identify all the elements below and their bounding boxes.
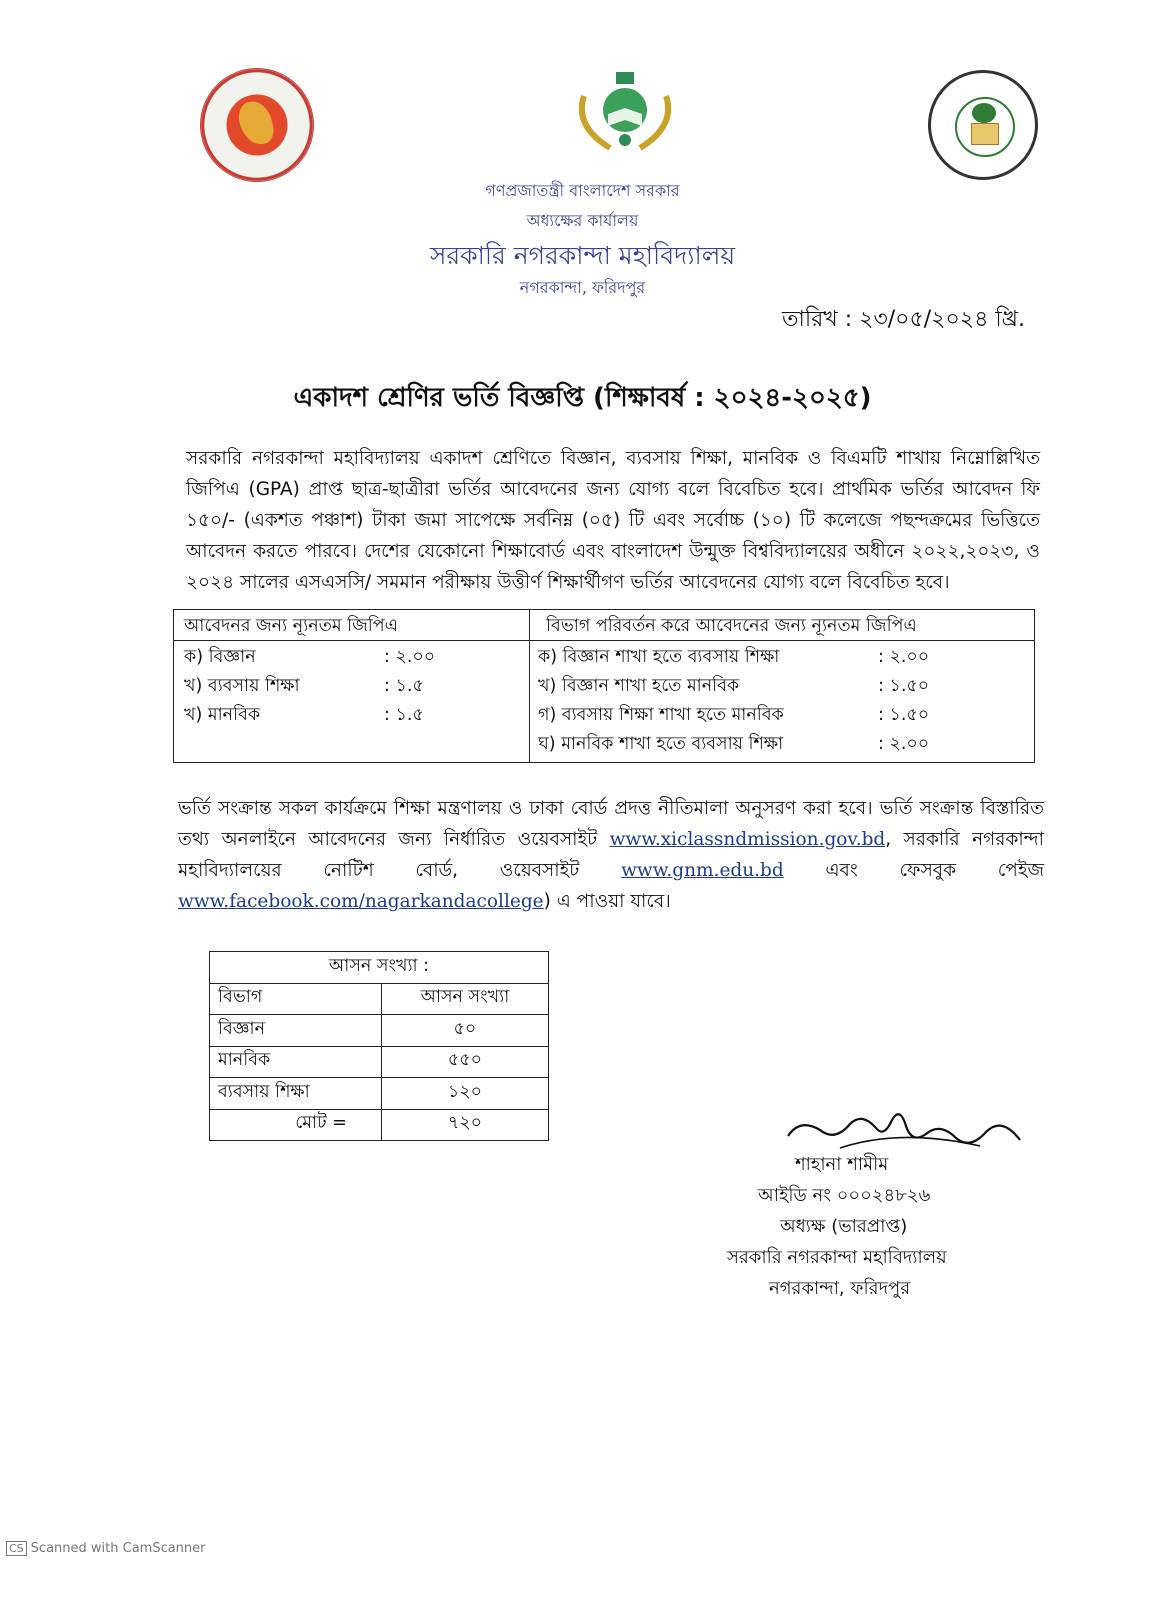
info-paragraph (178, 793, 1044, 917)
signatory-institution: সরকারি নগরকান্দা মহাবিদ্যালয় (727, 1247, 947, 1268)
scanner-watermark (6, 1541, 206, 1556)
table-row (210, 952, 549, 984)
book-icon (971, 123, 999, 145)
gpa-left-header: আবেদনর জন্য ন্যূনতম জিপিএ (184, 616, 398, 636)
scanner-text: Scanned with CamScanner (30, 1541, 206, 1556)
gpa-right-row-value: : ১.৫০ (878, 705, 930, 725)
total-label: মোট = (210, 1109, 382, 1141)
signatory-location: নগরকান্দা, ফরিদপুর (769, 1278, 911, 1299)
seats-cell: ৫০ (381, 1015, 548, 1047)
government-seal-logo (200, 68, 314, 182)
gpa-left-row-label: খ) ব্যবসায় শিক্ষা (184, 676, 300, 696)
college-emblem-logo (570, 66, 680, 158)
gpa-right-row-value: : ১.৫০ (878, 676, 930, 696)
signatory-id: আইডি নং ০০০২৪৮২৬ (758, 1185, 931, 1206)
gpa-right-row-label: ঘ) মানবিক শাখা হতে ব্যবসায় শিক্ষা (538, 734, 784, 754)
column-header-department: বিভাগ (210, 983, 382, 1015)
gpa-left-row-value: : ১.৫ (384, 705, 424, 725)
gpa-requirement-table (173, 609, 1035, 763)
department-cell: মানবিক (210, 1046, 382, 1078)
gpa-left-row-value: : ২.০০ (384, 647, 436, 667)
info-text: এবং ফেসবুক পেইজ (783, 860, 1045, 881)
gpa-right-row-value: : ২.০০ (878, 647, 930, 667)
notice-title: একাদশ শ্রেণির ভর্তি বিজ্ঞপ্তি (শিক্ষাবর্ষ : ২০২৪-২০২৫) (293, 383, 872, 413)
department-cell: ব্যবসায় শিক্ষা (210, 1078, 382, 1110)
seats-cell: ৫৫০ (381, 1046, 548, 1078)
total-value: ৭২০ (381, 1109, 548, 1141)
gpa-right-row-label: খ) বিজ্ঞান শাখা হতে মানবিক (538, 676, 740, 696)
department-cell: বিজ্ঞান (210, 1015, 382, 1047)
camscanner-icon: CS (6, 1541, 27, 1556)
table-row (210, 1015, 549, 1047)
gpa-right-row-label: গ) ব্যবসায় শিক্ষা শাখা হতে মানবিক (538, 705, 784, 725)
table-row (210, 1109, 549, 1141)
office-title: অধ্যক্ষের কার্যালয় (526, 211, 639, 230)
info-text: ) এ পাওয়া যাবে। (543, 891, 671, 912)
notice-date: তারিখ : ২৩/০৫/২০২৪ খ্রি. (782, 307, 1025, 332)
column-header-seats: আসন সংখ্যা (381, 983, 548, 1015)
education-board-seal-logo (928, 70, 1038, 180)
college-name: সরকারি নগরকান্দা মহাবিদ্যালয় (429, 241, 736, 270)
gpa-right-row-value: : ২.০০ (878, 734, 930, 754)
college-website-link[interactable]: www.gnm.edu.bd (621, 860, 784, 881)
gpa-left-row-label: খ) মানবিক (184, 705, 261, 725)
bangladesh-map-icon (236, 98, 276, 148)
intro-paragraph: সরকারি নগরকান্দা মহাবিদ্যালয় একাদশ শ্রেণিতে বিজ্ঞান, ব্যবসায় শিক্ষা, মানবিক ও বিএমটি শাখায় নিম্নোল্লিখিত জিপিএ (GPA) প্রাপ্ত ছাত্র-ছাত্রীরা ভর্তির আবেদনের জন্য যোগ্য বলে বিবেচিত হবে। প্রার্থমিক ভর্তির আবেদন ফি ১৫০/- (একশত পঞ্চাশ) টাকা জমা সাপেক্ষে সর্বনিম্ন (০৫) টি এবং সর্বোচ্চ (১০) টি কলেজে পছন্দক্রমের ভিত্তিতে আবেদন করতে পারবে। দেশের যেকোনো শিক্ষাবোর্ড এবং বাংলাদেশ উন্মুক্ত বিশ্ববিদ্যালয়ের অধীনে ২০২২,২০২৩, ও ২০২৪ সালের এসএসসি/ সমমান পরীক্ষায় উত্তীর্ণ শিক্ষার্থীগণ ভর্তির আবেদনের যোগ্য বলে বিবেচিত হবে। (186, 448, 1040, 593)
gpa-left-row-label: ক) বিজ্ঞান (184, 647, 256, 667)
signatory-designation: অধ্যক্ষ (ভারপ্রাপ্ত) (780, 1216, 908, 1237)
facebook-page-link[interactable]: www.facebook.com/nagarkandacollege (178, 891, 544, 912)
tree-icon (972, 103, 996, 123)
signatory-name: শাহানা শামীম (795, 1154, 889, 1175)
government-title: গণপ্রজাতন্ত্রী বাংলাদেশ সরকার (485, 181, 680, 200)
admission-website-link[interactable]: www.xiclassndmission.gov.bd (609, 829, 886, 850)
gpa-right-row-label: ক) বিজ্ঞান শাখা হতে ব্যবসায় শিক্ষা (538, 647, 780, 667)
table-row (210, 1046, 549, 1078)
gpa-right-header: বিভাগ পরিবর্তন করে আবেদনের জন্য ন্যূনতম জিপিএ (546, 616, 917, 636)
seat-table-caption: আসন সংখ্যা : (210, 952, 549, 984)
info-text: , সরকারি নগরকান্দা মহাবিদ্যালয়ের নোটিশ বোর্ড, ওয়েবসাইট (178, 829, 1044, 881)
seats-cell: ১২০ (381, 1078, 548, 1110)
table-row (210, 1078, 549, 1110)
seat-count-table (209, 951, 549, 1141)
college-location: নগরকান্দা, ফরিদপুর (519, 278, 646, 297)
table-row (210, 983, 549, 1015)
info-text: ভর্তি সংক্রান্ত সকল কার্যক্রমে শিক্ষা মন্ত্রণালয় ও ঢাকা বোর্ড প্রদত্ত নীতিমালা অনুসরণ করা হবে। ভর্তি সংক্রান্ত বিস্তারিত তথ্য অনলাইনে আবেদনের জন্য নির্ধারিত ওয়েবসাইট (178, 798, 1044, 850)
gpa-left-row-value: : ১.৫ (384, 676, 424, 696)
